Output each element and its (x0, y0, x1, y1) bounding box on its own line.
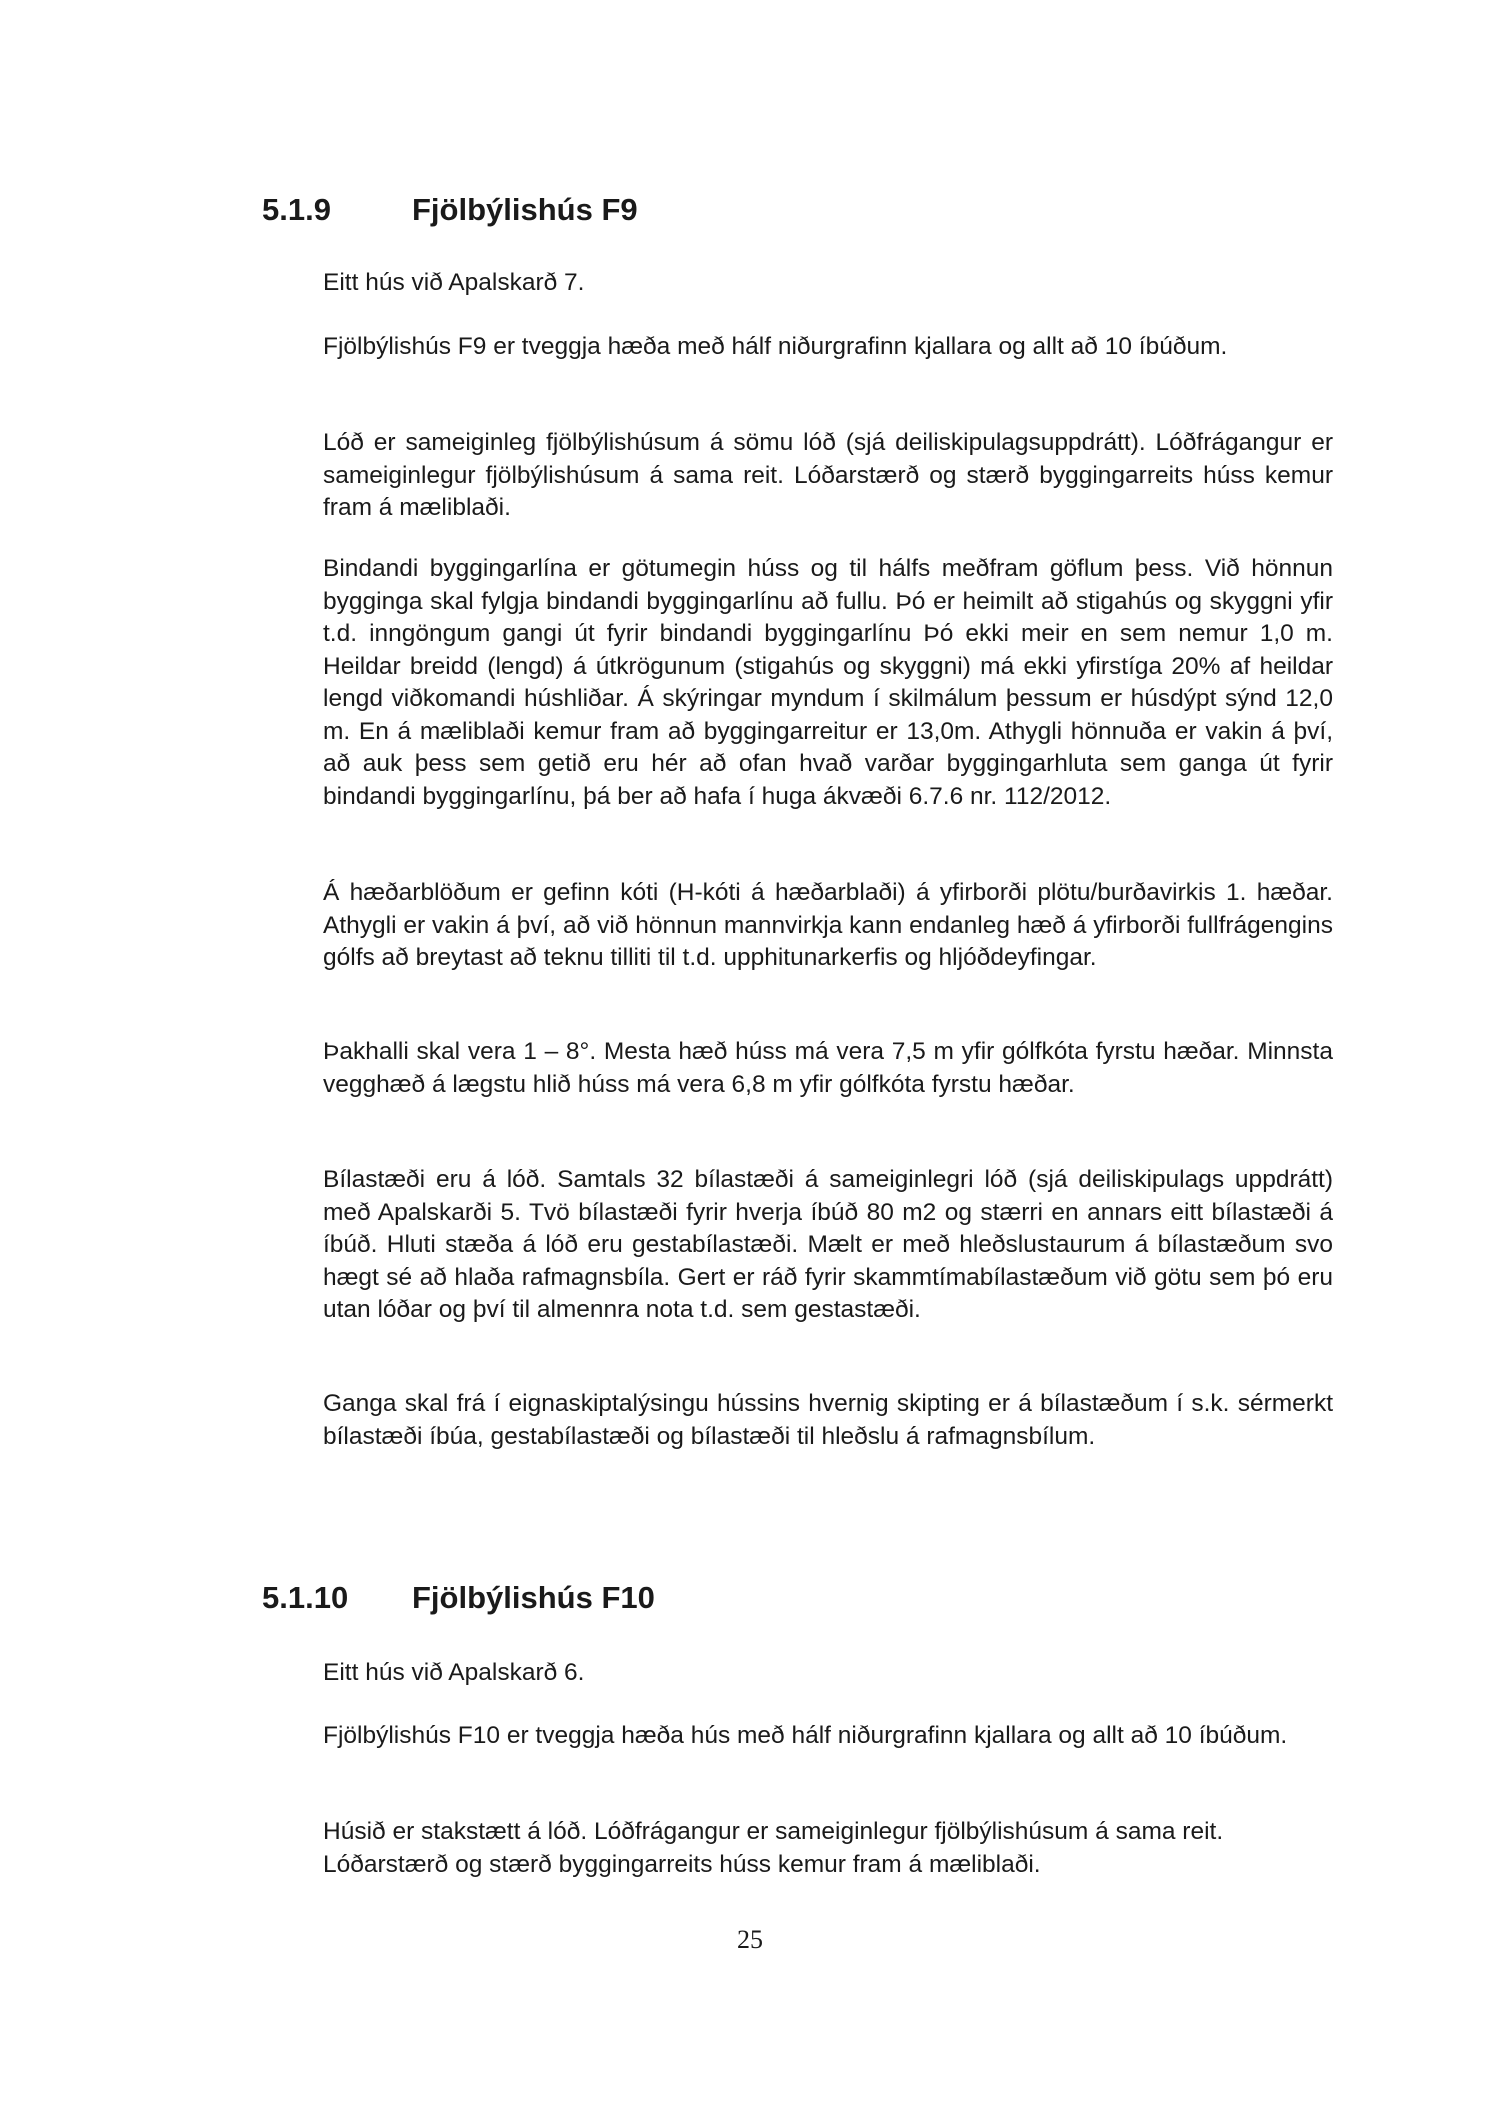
paragraph: Eitt hús við Apalskarð 6. (323, 1659, 585, 1686)
paragraph: Á hæðarblöðum er gefinn kóti (H-kóti á hæðarblaði) á yfirborði plötu/burðavirkis 1. hæðar. Athygli er vakin á því, að við hönnun mannvirkja kann endanleg hæð á yfirborði fullfrágengins gólfs að breytast að teknu tilliti til t.d. upphitunarkerfis og hljóðdeyfingar. (323, 879, 1333, 971)
page-number: 25 (737, 1925, 763, 1954)
paragraph: Fjölbýlishús F9 er tveggja hæða með hálf niðurgrafinn kjallara og allt að 10 íbúðum. (323, 333, 1228, 360)
section-number: 5.1.10 (262, 1580, 349, 1615)
section-title: Fjölbýlishús F10 (412, 1580, 655, 1615)
paragraph: Húsið er stakstætt á lóð. Lóðfrágangur er sameiginlegur fjölbýlishúsum á sama reit. Lóðarstærð og stærð byggingarreits húss kemur fram á mæliblaði. (323, 1818, 1224, 1878)
section-heading-f9 (262, 190, 638, 230)
paragraph: Eitt hús við Apalskarð 7. (323, 269, 585, 296)
paragraph: Lóð er sameiginleg fjölbýlishúsum á sömu lóð (sjá deiliskipulagsuppdrátt). Lóðfrágangur er sameiginlegur fjölbýlishúsum á sama reit. Lóðarstærð og stærð byggingarreits húss kemur fram á mæliblaði. (323, 429, 1333, 521)
section-heading-f10 (262, 1578, 655, 1618)
paragraph: Fjölbýlishús F10 er tveggja hæða hús með hálf niðurgrafinn kjallara og allt að 10 íbúðum. (323, 1722, 1288, 1749)
section-title: Fjölbýlishús F9 (412, 192, 638, 227)
paragraph: Þakhalli skal vera 1 – 8°. Mesta hæð húss má vera 7,5 m yfir gólfkóta fyrstu hæðar. Minnsta vegghæð á lægstu hlið húss má vera 6,8 m yfir gólfkóta fyrstu hæðar. (323, 1038, 1333, 1098)
paragraph: Bílastæði eru á lóð. Samtals 32 bílastæði á sameiginlegri lóð (sjá deiliskipulags uppdrátt) með Apalskarði 5. Tvö bílastæði fyrir hverja íbúð 80 m2 og stærri en annars eitt bílastæði á íbúð. Hluti stæða á lóð eru gestabílastæði. Mælt er með hleðslustaurum á bílastæðum svo hægt sé að hlaða rafmagnsbíla. Gert er ráð fyrir skammtímabílastæðum við götu sem þó eru utan lóðar og því til almennra nota t.d. sem gestastæði. (323, 1166, 1333, 1323)
section-number: 5.1.9 (262, 192, 331, 227)
paragraph: Ganga skal frá í eignaskiptalýsingu hússins hvernig skipting er á bílastæðum í s.k. sérmerkt bílastæði íbúa, gestabílastæði og bílastæði til hleðslu á rafmagnsbílum. (323, 1390, 1333, 1450)
paragraph: Bindandi byggingarlína er götumegin húss og til hálfs meðfram göflum þess. Við hönnun bygginga skal fylgja bindandi byggingarlínu að fullu. Þó er heimilt að stigahús og skyggni yfir t.d. inngöngum gangi út fyrir bindandi byggingarlínu Þó ekki meir en sem nemur 1,0 m. Heildar breidd (lengd) á útkrögunum (stigahús og skyggni) má ekki yfirstíga 20% af heildar lengd viðkomandi húshliðar. Á skýringar myndum í skilmálum þessum er húsdýpt sýnd 12,0 m. En á mæliblaði kemur fram að byggingarreitur er 13,0m. Athygli hönnuða er vakin á því, að auk þess sem getið eru hér að ofan hvað varðar byggingarhluta sem ganga út fyrir bindandi byggingarlínu, þá ber að hafa í huga ákvæði 6.7.6 nr. 112/2012. (323, 555, 1333, 810)
